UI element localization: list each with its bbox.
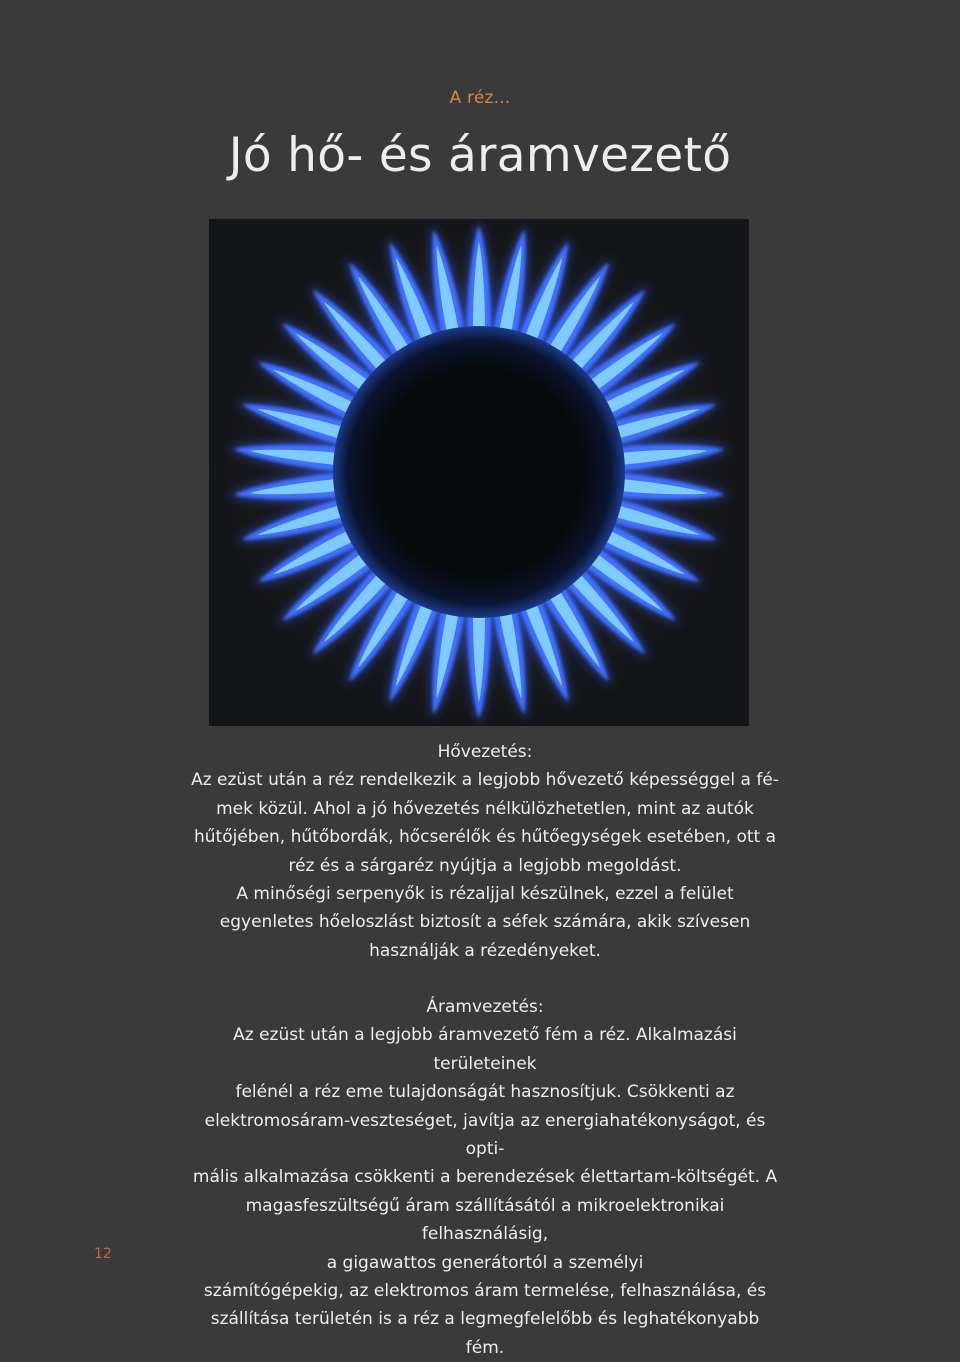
kicker: A réz...: [449, 88, 511, 108]
heat-conduction-line: mek közül. Ahol a jó hővezetés nélkülözhetetlen, mint az autók: [216, 798, 754, 819]
gas-flame-photo: [209, 219, 749, 726]
electrical-conduction-line: felénél a réz eme tulajdonságát hasznosítjuk. Csökkenti az: [235, 1082, 735, 1103]
heat-conduction-line: hűtőjében, hűtőbordák, hőcserélők és hűtőegységek esetében, ott a: [193, 827, 777, 848]
electrical-conduction-line: szállítása területén is a réz a legmegfelelőbb és leghatékonyabb fém.: [210, 1309, 760, 1358]
electrical-conduction-line: Az ezüst után a legjobb áramvezető fém a réz. Alkalmazási területeinek: [233, 1025, 737, 1074]
heat-conduction-line: egyenletes hőeloszlást biztosít a séfek számára, akik szívesen: [219, 912, 751, 933]
heat-conduction-section: [190, 738, 780, 965]
heat-conduction-line: A minőségi serpenyők is rézaljjal készülnek, ezzel a felület: [236, 884, 734, 905]
heat-conduction-line: Az ezüst után a réz rendelkezik a legjobb hővezető képességgel a fé-: [191, 770, 779, 791]
electrical-conduction-line: számítógépekig, az elektromos áram termelése, felhasználása, és: [203, 1281, 767, 1302]
page-title: Jó hő- és áramvezető: [228, 128, 732, 183]
electrical-conduction-line: elektromosáram-veszteséget, javítja az energiahatékonyságot, és opti-: [204, 1110, 766, 1160]
gas-burner-flame-icon: [209, 219, 749, 726]
heat-conduction-heading: Hővezetés:: [437, 742, 533, 762]
electrical-conduction-heading: Áramvezetés:: [426, 997, 544, 1017]
electrical-conduction-section: [190, 993, 780, 1362]
heat-conduction-line: réz és a sárgaréz nyújtja a legjobb megoldást.: [288, 855, 682, 876]
page-number: 12: [94, 1246, 112, 1262]
electrical-conduction-line: a gigawattos generátortól a személyi: [326, 1252, 644, 1273]
electrical-conduction-line: mális alkalmazása csökkenti a berendezések élettartam-költségét. A: [192, 1167, 778, 1188]
heat-conduction-line: használják a rézedényeket.: [369, 940, 601, 961]
electrical-conduction-line: magasfeszültségű áram szállításától a mikroelektronikai felhasználásig,: [245, 1195, 725, 1245]
